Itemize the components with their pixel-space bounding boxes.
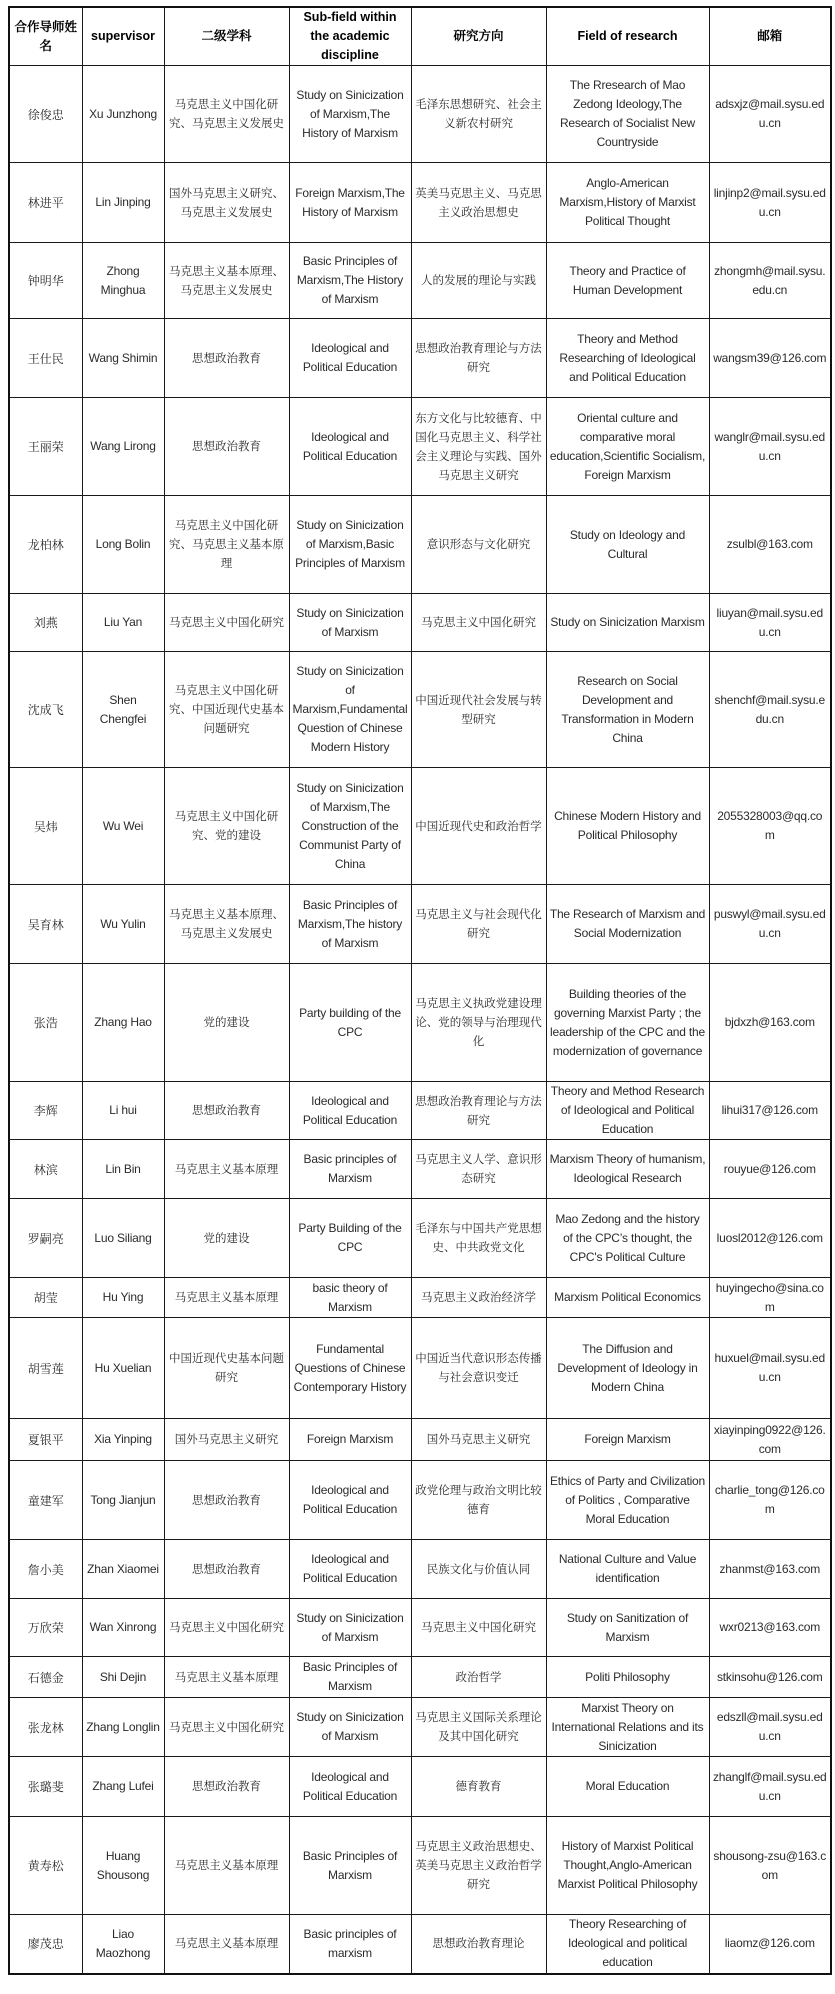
cell-email[interactable]: edszll@mail.sysu.edu.cn	[709, 1698, 831, 1757]
cell-research-en: Moral Education	[546, 1757, 709, 1817]
cell-email[interactable]: stkinsohu@126.com	[709, 1657, 831, 1698]
cell-subfield-en: basic theory of Marxism	[289, 1278, 411, 1318]
cell-research-en: Chinese Modern History and Political Philosophy	[546, 768, 709, 885]
cell-subfield-en: Basic principles of Marxism	[289, 1140, 411, 1199]
cell-research-en: Anglo-American Marxism,History of Marxist Political Thought	[546, 163, 709, 243]
cell-discipline-zh: 党的建设	[164, 964, 289, 1082]
cell-email[interactable]: zhongmh@mail.sysu.edu.cn	[709, 243, 831, 319]
cell-name-zh: 沈成飞	[9, 652, 82, 768]
table-row	[9, 243, 831, 319]
cell-supervisor: Shi Dejin	[82, 1657, 164, 1698]
header-supervisor: supervisor	[82, 7, 164, 66]
cell-name-zh: 吴炜	[9, 768, 82, 885]
cell-discipline-zh: 国外马克思主义研究	[164, 1419, 289, 1461]
cell-email[interactable]: liaomz@126.com	[709, 1915, 831, 1974]
header-research-en: Field of research	[546, 7, 709, 66]
cell-research-zh: 思想政治教育理论与方法研究	[411, 319, 546, 398]
cell-name-zh: 张龙林	[9, 1698, 82, 1757]
cell-name-zh: 林进平	[9, 163, 82, 243]
cell-research-en: Ethics of Party and Civilization of Politics , Comparative Moral Education	[546, 1461, 709, 1540]
cell-supervisor: Huang Shousong	[82, 1817, 164, 1915]
cell-supervisor: Shen Chengfei	[82, 652, 164, 768]
table-row	[9, 1199, 831, 1278]
cell-name-zh: 李辉	[9, 1082, 82, 1140]
table-row	[9, 1817, 831, 1915]
cell-email[interactable]: zsulbl@163.com	[709, 496, 831, 594]
cell-email[interactable]: 2055328003@qq.com	[709, 768, 831, 885]
table-row	[9, 1599, 831, 1657]
table-row	[9, 66, 831, 163]
cell-research-en: History of Marxist Political Thought,Anglo-American Marxist Political Philosophy	[546, 1817, 709, 1915]
cell-supervisor: Lin Bin	[82, 1140, 164, 1199]
cell-supervisor: Zhang Lufei	[82, 1757, 164, 1817]
cell-name-zh: 徐俊忠	[9, 66, 82, 163]
cell-name-zh: 王丽荣	[9, 398, 82, 496]
cell-research-zh: 德育教育	[411, 1757, 546, 1817]
cell-research-zh: 国外马克思主义研究	[411, 1419, 546, 1461]
cell-name-zh: 罗嗣亮	[9, 1199, 82, 1278]
cell-discipline-zh: 马克思主义基本原理	[164, 1278, 289, 1318]
table-row	[9, 1140, 831, 1199]
cell-research-zh: 民族文化与价值认同	[411, 1540, 546, 1599]
cell-name-zh: 张璐斐	[9, 1757, 82, 1817]
table-row	[9, 319, 831, 398]
cell-supervisor: Zhan Xiaomei	[82, 1540, 164, 1599]
cell-discipline-zh: 马克思主义中国化研究	[164, 594, 289, 652]
cell-discipline-zh: 思想政治教育	[164, 398, 289, 496]
cell-subfield-en: Ideological and Political Education	[289, 1757, 411, 1817]
cell-discipline-zh: 党的建设	[164, 1199, 289, 1278]
cell-research-en: National Culture and Value identification	[546, 1540, 709, 1599]
cell-name-zh: 张浩	[9, 964, 82, 1082]
table-body	[9, 66, 831, 1974]
cell-discipline-zh: 中国近现代史基本问题研究	[164, 1318, 289, 1419]
cell-research-zh: 马克思主义国际关系理论及其中国化研究	[411, 1698, 546, 1757]
cell-email[interactable]: huyingecho@sina.com	[709, 1278, 831, 1318]
cell-email[interactable]: wanglr@mail.sysu.edu.cn	[709, 398, 831, 496]
cell-subfield-en: Ideological and Political Education	[289, 319, 411, 398]
cell-name-zh: 刘燕	[9, 594, 82, 652]
cell-email[interactable]: shenchf@mail.sysu.edu.cn	[709, 652, 831, 768]
cell-discipline-zh: 思想政治教育	[164, 1757, 289, 1817]
cell-name-zh: 夏银平	[9, 1419, 82, 1461]
cell-subfield-en: Ideological and Political Education	[289, 1082, 411, 1140]
cell-subfield-en: Basic Principles of Marxism	[289, 1657, 411, 1698]
header-research-zh: 研究方向	[411, 7, 546, 66]
cell-name-zh: 胡雪莲	[9, 1318, 82, 1419]
cell-subfield-en: Ideological and Political Education	[289, 1540, 411, 1599]
cell-name-zh: 詹小美	[9, 1540, 82, 1599]
cell-subfield-en: Foreign Marxism,The History of Marxism	[289, 163, 411, 243]
cell-subfield-en: Study on Sinicization of Marxism,The Construction of the Communist Party of China	[289, 768, 411, 885]
cell-research-en: Politi Philosophy	[546, 1657, 709, 1698]
cell-supervisor: Hu Ying	[82, 1278, 164, 1318]
cell-email[interactable]: wangsm39@126.com	[709, 319, 831, 398]
cell-research-zh: 毛泽东思想研究、社会主义新农村研究	[411, 66, 546, 163]
header-email: 邮箱	[709, 7, 831, 66]
cell-research-zh: 毛泽东与中国共产党思想史、中共政党文化	[411, 1199, 546, 1278]
cell-name-zh: 胡莹	[9, 1278, 82, 1318]
cell-subfield-en: Study on Sinicization of Marxism,Fundamental Question of Chinese Modern History	[289, 652, 411, 768]
cell-discipline-zh: 马克思主义中国化研究、党的建设	[164, 768, 289, 885]
cell-supervisor: Luo Siliang	[82, 1199, 164, 1278]
cell-research-zh: 中国近现代史和政治哲学	[411, 768, 546, 885]
cell-subfield-en: Basic Principles of Marxism,The History of Marxism	[289, 243, 411, 319]
cell-subfield-en: Ideological and Political Education	[289, 398, 411, 496]
cell-email[interactable]: xiayinping0922@126.com	[709, 1419, 831, 1461]
cell-research-en: Theory and Practice of Human Development	[546, 243, 709, 319]
cell-email[interactable]: linjinp2@mail.sysu.edu.cn	[709, 163, 831, 243]
cell-research-zh: 政治哲学	[411, 1657, 546, 1698]
cell-research-zh: 思想政治教育理论与方法研究	[411, 1082, 546, 1140]
cell-subfield-en: Study on Sinicization of Marxism	[289, 594, 411, 652]
cell-research-zh: 马克思主义人学、意识形态研究	[411, 1140, 546, 1199]
cell-email[interactable]: liuyan@mail.sysu.edu.cn	[709, 594, 831, 652]
cell-research-en: Theory Researching of Ideological and political education	[546, 1915, 709, 1974]
cell-supervisor: Wu Yulin	[82, 885, 164, 964]
cell-supervisor: Tong Jianjun	[82, 1461, 164, 1540]
table-row	[9, 1461, 831, 1540]
cell-research-zh: 思想政治教育理论	[411, 1915, 546, 1974]
header-subfield-en: Sub-field within the academic discipline	[289, 7, 411, 66]
cell-supervisor: Lin Jinping	[82, 163, 164, 243]
cell-subfield-en: Basic Principles of Marxism,The history of Marxism	[289, 885, 411, 964]
cell-email[interactable]: zhanglf@mail.sysu.edu.cn	[709, 1757, 831, 1817]
cell-supervisor: Xu Junzhong	[82, 66, 164, 163]
cell-research-en: Theory and Method Research of Ideological and Political Education	[546, 1082, 709, 1140]
header-name-zh: 合作导师姓名	[9, 7, 82, 66]
cell-discipline-zh: 思想政治教育	[164, 1461, 289, 1540]
cell-subfield-en: Study on Sinicization of Marxism,Basic Principles of Marxism	[289, 496, 411, 594]
cell-research-zh: 中国近现代社会发展与转型研究	[411, 652, 546, 768]
cell-research-en: Study on Ideology and Cultural	[546, 496, 709, 594]
cell-name-zh: 吴育林	[9, 885, 82, 964]
cell-research-zh: 马克思主义执政党建设理论、党的领导与治理现代化	[411, 964, 546, 1082]
cell-discipline-zh: 马克思主义中国化研究、中国近现代史基本问题研究	[164, 652, 289, 768]
cell-email[interactable]: zhanmst@163.com	[709, 1540, 831, 1599]
table-row	[9, 1419, 831, 1461]
cell-name-zh: 钟明华	[9, 243, 82, 319]
cell-research-en: Study on Sanitization of Marxism	[546, 1599, 709, 1657]
cell-research-zh: 马克思主义中国化研究	[411, 594, 546, 652]
table-row	[9, 885, 831, 964]
cell-research-en: Building theories of the governing Marxist Party ; the leadership of the CPC and the modernization of governance	[546, 964, 709, 1082]
header-discipline-zh: 二级学科	[164, 7, 289, 66]
table-row	[9, 964, 831, 1082]
table-row	[9, 496, 831, 594]
cell-research-en: The Rresearch of Mao Zedong Ideology,The Research of Socialist New Countryside	[546, 66, 709, 163]
cell-subfield-en: Study on Sinicization of Marxism	[289, 1599, 411, 1657]
cell-discipline-zh: 马克思主义中国化研究、马克思主义基本原理	[164, 496, 289, 594]
cell-supervisor: Liao Maozhong	[82, 1915, 164, 1974]
cell-research-en: Foreign Marxism	[546, 1419, 709, 1461]
cell-email[interactable]: bjdxzh@163.com	[709, 964, 831, 1082]
cell-research-en: Oriental culture and comparative moral education,Scientific Socialism, Foreign Marxism	[546, 398, 709, 496]
cell-research-en: The Diffusion and Development of Ideology in Modern China	[546, 1318, 709, 1419]
cell-supervisor: Zhang Longlin	[82, 1698, 164, 1757]
cell-email[interactable]: huxuel@mail.sysu.edu.cn	[709, 1318, 831, 1419]
cell-supervisor: Hu Xuelian	[82, 1318, 164, 1419]
cell-email[interactable]: puswyl@mail.sysu.edu.cn	[709, 885, 831, 964]
table-row	[9, 1657, 831, 1698]
cell-discipline-zh: 国外马克思主义研究、马克思主义发展史	[164, 163, 289, 243]
cell-discipline-zh: 思想政治教育	[164, 319, 289, 398]
cell-research-zh: 马克思主义政治思想史、英美马克思主义政治哲学研究	[411, 1817, 546, 1915]
cell-email[interactable]: charlie_tong@126.com	[709, 1461, 831, 1540]
cell-research-zh: 英美马克思主义、马克思主义政治思想史	[411, 163, 546, 243]
cell-subfield-en: Study on Sinicization of Marxism,The History of Marxism	[289, 66, 411, 163]
cell-discipline-zh: 马克思主义中国化研究、马克思主义发展史	[164, 66, 289, 163]
cell-discipline-zh: 马克思主义中国化研究	[164, 1698, 289, 1757]
supervisor-table	[8, 6, 832, 1975]
cell-supervisor: Xia Yinping	[82, 1419, 164, 1461]
cell-name-zh: 廖茂忠	[9, 1915, 82, 1974]
cell-research-zh: 政党伦理与政治文明比较德育	[411, 1461, 546, 1540]
cell-discipline-zh: 马克思主义基本原理	[164, 1915, 289, 1974]
cell-discipline-zh: 马克思主义基本原理	[164, 1140, 289, 1199]
cell-subfield-en: Party building of the CPC	[289, 964, 411, 1082]
cell-name-zh: 石德金	[9, 1657, 82, 1698]
table-row	[9, 768, 831, 885]
cell-discipline-zh: 马克思主义基本原理	[164, 1657, 289, 1698]
table-row	[9, 1698, 831, 1757]
table-row	[9, 1757, 831, 1817]
cell-email[interactable]: rouyue@126.com	[709, 1140, 831, 1199]
table-row	[9, 398, 831, 496]
cell-supervisor: Wang Lirong	[82, 398, 164, 496]
cell-supervisor: Zhong Minghua	[82, 243, 164, 319]
header-row	[9, 7, 831, 66]
cell-discipline-zh: 马克思主义基本原理	[164, 1817, 289, 1915]
cell-research-en: Marxist Theory on International Relations and its Sinicization	[546, 1698, 709, 1757]
table-row	[9, 1318, 831, 1419]
cell-name-zh: 万欣荣	[9, 1599, 82, 1657]
table-row	[9, 652, 831, 768]
cell-subfield-en: Party Building of the CPC	[289, 1199, 411, 1278]
cell-email[interactable]: lihui317@126.com	[709, 1082, 831, 1140]
cell-subfield-en: Basic Principles of Marxism	[289, 1817, 411, 1915]
cell-subfield-en: Fundamental Questions of Chinese Contemporary History	[289, 1318, 411, 1419]
cell-supervisor: Wan Xinrong	[82, 1599, 164, 1657]
cell-supervisor: Li hui	[82, 1082, 164, 1140]
cell-name-zh: 王仕民	[9, 319, 82, 398]
cell-research-en: The Research of Marxism and Social Modernization	[546, 885, 709, 964]
cell-supervisor: Wang Shimin	[82, 319, 164, 398]
cell-discipline-zh: 马克思主义基本原理、马克思主义发展史	[164, 885, 289, 964]
cell-email[interactable]: luosl2012@126.com	[709, 1199, 831, 1278]
cell-research-en: Marxism Theory of humanism, Ideological Research	[546, 1140, 709, 1199]
cell-subfield-en: Study on Sinicization of Marxism	[289, 1698, 411, 1757]
cell-email[interactable]: wxr0213@163.com	[709, 1599, 831, 1657]
cell-research-zh: 马克思主义政治经济学	[411, 1278, 546, 1318]
cell-discipline-zh: 思想政治教育	[164, 1540, 289, 1599]
cell-name-zh: 童建军	[9, 1461, 82, 1540]
cell-research-zh: 马克思主义与社会现代化研究	[411, 885, 546, 964]
cell-research-zh: 东方文化与比较德育、中国化马克思主义、科学社会主义理论与实践、国外马克思主义研究	[411, 398, 546, 496]
cell-research-zh: 人的发展的理论与实践	[411, 243, 546, 319]
cell-supervisor: Zhang Hao	[82, 964, 164, 1082]
cell-supervisor: Long Bolin	[82, 496, 164, 594]
cell-email[interactable]: shousong-zsu@163.com	[709, 1817, 831, 1915]
table-row	[9, 1082, 831, 1140]
cell-research-en: Theory and Method Researching of Ideological and Political Education	[546, 319, 709, 398]
cell-research-en: Mao Zedong and the history of the CPC’s thought, the CPC's Political Culture	[546, 1199, 709, 1278]
cell-subfield-en: Foreign Marxism	[289, 1419, 411, 1461]
cell-name-zh: 林滨	[9, 1140, 82, 1199]
table-row	[9, 1540, 831, 1599]
cell-supervisor: Liu Yan	[82, 594, 164, 652]
cell-research-zh: 中国近当代意识形态传播与社会意识变迁	[411, 1318, 546, 1419]
cell-subfield-en: Ideological and Political Education	[289, 1461, 411, 1540]
cell-email[interactable]: adsxjz@mail.sysu.edu.cn	[709, 66, 831, 163]
cell-name-zh: 黄寿松	[9, 1817, 82, 1915]
table-row	[9, 163, 831, 243]
table-row	[9, 1278, 831, 1318]
cell-research-en: Research on Social Development and Transformation in Modern China	[546, 652, 709, 768]
cell-research-zh: 意识形态与文化研究	[411, 496, 546, 594]
cell-discipline-zh: 马克思主义中国化研究	[164, 1599, 289, 1657]
cell-name-zh: 龙柏林	[9, 496, 82, 594]
cell-research-en: Marxism Political Economics	[546, 1278, 709, 1318]
cell-supervisor: Wu Wei	[82, 768, 164, 885]
table-row	[9, 594, 831, 652]
table-row	[9, 1915, 831, 1974]
cell-research-en: Study on Sinicization Marxism	[546, 594, 709, 652]
cell-subfield-en: Basic principles of marxism	[289, 1915, 411, 1974]
cell-discipline-zh: 思想政治教育	[164, 1082, 289, 1140]
cell-research-zh: 马克思主义中国化研究	[411, 1599, 546, 1657]
cell-discipline-zh: 马克思主义基本原理、马克思主义发展史	[164, 243, 289, 319]
